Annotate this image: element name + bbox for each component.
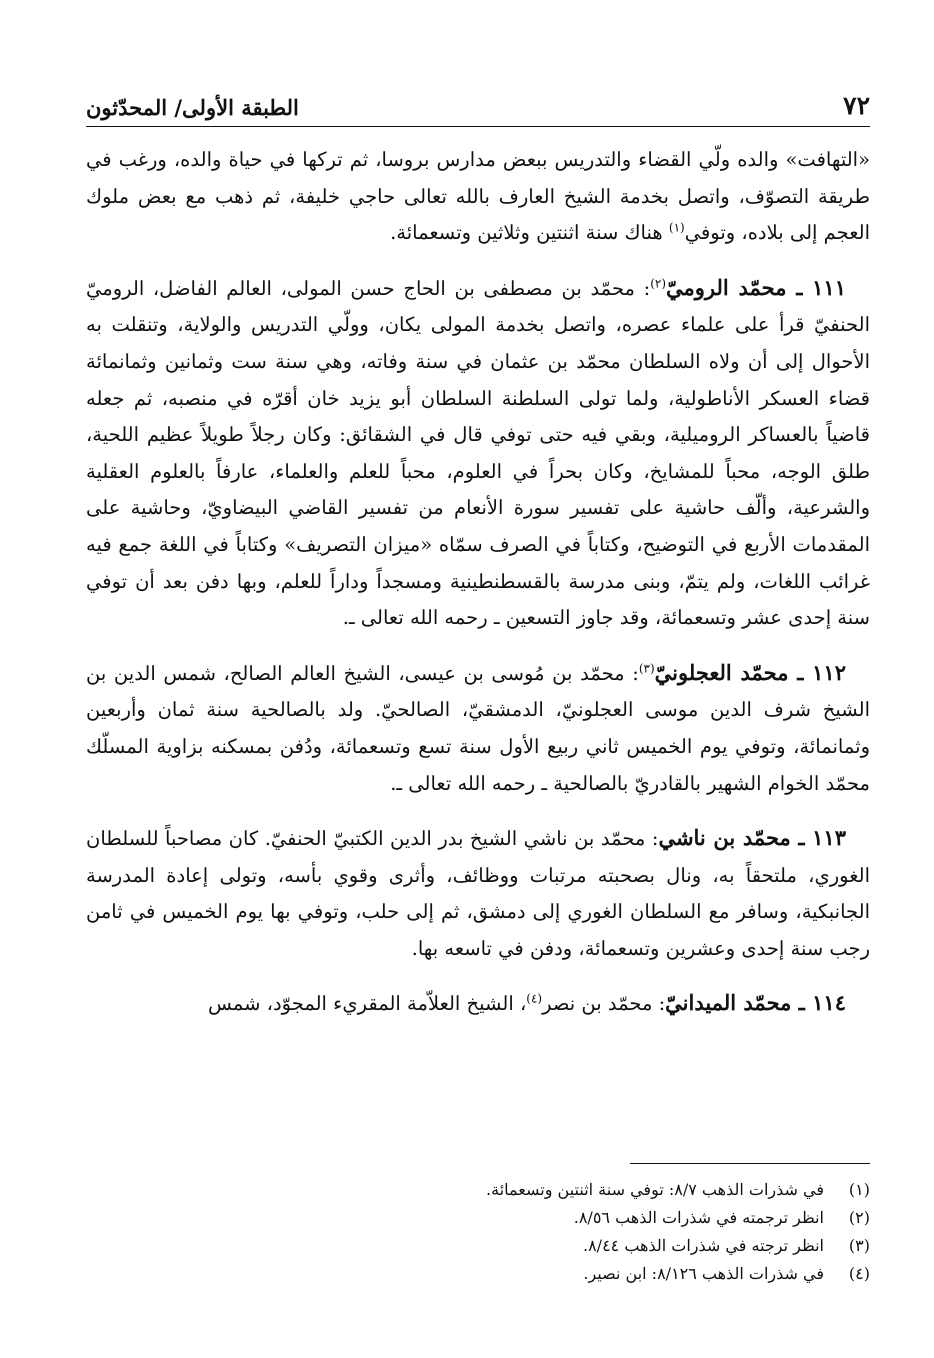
entry-113	[86, 820, 870, 967]
footnote-text: انظر ترجمته في شذرات الذهب ٨/٥٦.	[573, 1208, 824, 1227]
footnote-3	[86, 1232, 870, 1260]
footnote-1	[86, 1176, 870, 1204]
entry-text: : محمّد بن مُوسى بن عيسى، الشيخ العالم الصالح، شمس الدين بن الشيخ شرف الدين موسى العجلونيّ، الدمشقيّ، الصالحيّ. ولد بالصالحية سنة ثمان وأربعين وثمانمائة، وتوفي يوم الخميس ثاني ربيع الأول سنة تسع وتسعمائة، ودُفن بمسكنه بزاوية المسلّك محمّد الخوام الشهير بالقادريّ بالصالحية ـ رحمه الله تعالى ـ.	[86, 661, 870, 795]
header-divider	[86, 126, 870, 127]
entry-heading: ١١٤ ـ محمّد الميدانيّ	[665, 990, 846, 1016]
entry-114	[86, 985, 870, 1023]
footnote-2	[86, 1204, 870, 1232]
footnote-4	[86, 1260, 870, 1288]
entry-heading: ١١١ ـ محمّد الروميّ	[666, 274, 846, 300]
entry-111	[86, 270, 870, 637]
footnote-number: (٣)	[848, 1236, 870, 1255]
footnotes	[86, 1176, 870, 1288]
footnote-divider	[630, 1163, 870, 1164]
footnote-text: انظر ترجته في شذرات الذهب ٨/٤٤.	[582, 1236, 824, 1255]
footnote-ref-2: (٢)	[650, 276, 667, 291]
entry-text: : محمّد بن ناشي الشيخ بدر الدين الكتبيّ الحنفيّ. كان مصاحباً للسلطان الغوري، ملتحقاً به، ونال بصحبته مرتبات ووظائف، وأثرى وقوي بأسه، وتولى إعادة المدرسة الجانبكية، وسافر مع السلطان الغوري إلى دمشق، ثم إلى حلب، وتوفي بها يوم الخميس في ثامن رجب سنة إحدى وعشرين وتسعمائة، ودفن في تاسعه بها.	[86, 827, 870, 960]
footnote-text: في شذرات الذهب ٨/٧: توفي سنة اثنتين وتسعمائة.	[486, 1180, 824, 1199]
entry-text-continued: ، الشيخ العلاّمة المقريء المجوّد، شمس	[208, 992, 527, 1016]
footnote-ref-1: (١)	[668, 220, 685, 235]
entry-112	[86, 655, 870, 802]
footnote-ref-3: (٣)	[638, 661, 655, 676]
footnote-number: (١)	[848, 1180, 870, 1199]
footnote-number: (٢)	[848, 1208, 870, 1227]
footnote-text: في شذرات الذهب ٨/١٢٦: ابن نصير.	[583, 1264, 824, 1283]
continuation-paragraph: «التهافت» والده ولّي القضاء والتدريس ببعض مدارس بروسا، ثم تركها في حياة والده، ورغب في طريقة التصوّف، واتصل بخدمة الشيخ العارف بالله تعالى حاجي خليفة، ثم ذهب مع بعض ملوك العجم إلى بلاده، وتوفي$^{(١)}$ هناك سنة اثنتين وثلاثين وتسعمائة.	[86, 148, 870, 245]
entry-heading: ١١٢ ـ محمّد العجلونيّ	[654, 659, 846, 685]
footnote-ref-4: (٤)	[526, 991, 543, 1006]
main-text	[86, 142, 870, 1023]
page-number: ٧٢	[843, 91, 870, 120]
running-title: الطبقة الأولى/ المحدّثون	[86, 95, 299, 120]
entry-text: : محمّد بن نصر	[542, 992, 666, 1016]
entry-heading: ١١٣ ـ محمّد بن ناشي	[658, 825, 846, 851]
entry-text: : محمّد بن مصطفى بن الحاج حسن المولى، العالم الفاضل، الروميّ الحنفيّ قرأ على علماء عصره، واتصل بخدمة المولى يكان، وولّي التدريس والولاية، وتنقلت به الأحوال إلى أن ولاه السلطان محمّد بن عثمان في سنة وفاته، وهي سنة ست وثمانين وثمانمائة قضاء العسكر الأناطولية، ولما تولى السلطنة السلطان أبو يزيد خان أقرّه في منصبه، ثم جعله قاضياً بالعساكر الروميلية، وبقي فيه حتى توفي قال في الشقائق: وكان رجلاً طويلاً عظيم اللحية، طلق الوجه، محباً للمشايخ، وكان بحراً في العلوم، محباً للعلم والعلماء، عارفاً بالعلوم العقلية والشرعية، وألّف حاشية على تفسير سورة الأنعام من تفسير القاضي البيضاويّ، وحاشية على المقدمات الأربع في التوضيح، وكتاباً في الصرف سمّاه «ميزان التصريف» وكتاباً في اللغة جمع فيه غرائب اللغات، ولم يتمّ، وبنى مدرسة بالقسطنطينية ومسجداً وداراً للعلم، وبها دفن بعد أن توفي سنة إحدى عشر وتسعمائة، وقد جاوز التسعين ـ رحمه الله تعالى ـ.	[86, 276, 870, 630]
footnote-number: (٤)	[848, 1264, 870, 1283]
page-header	[86, 80, 870, 120]
